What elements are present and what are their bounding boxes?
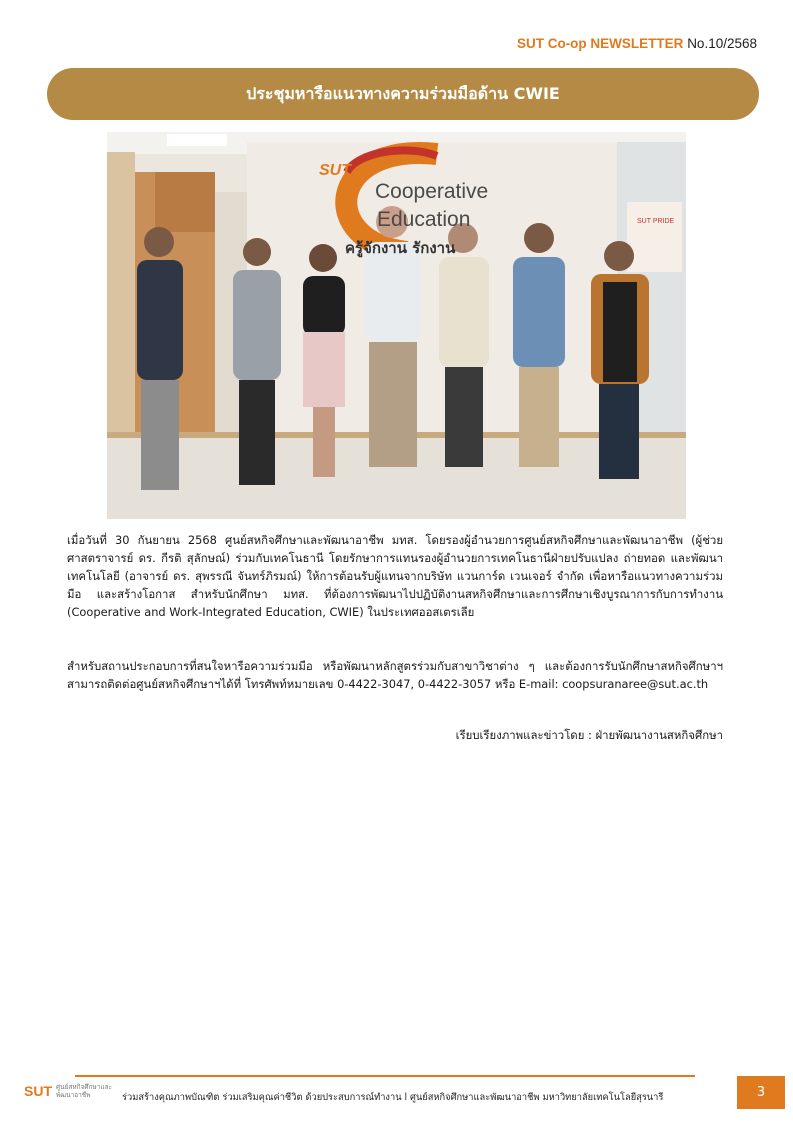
footer-logo-sut: SUT — [24, 1083, 52, 1099]
sign-line-1: Cooperative — [375, 180, 489, 203]
page-number: 3 — [737, 1076, 785, 1109]
article-paragraph-1: เมื่อวันที่ 30 กันยายน 2568 ศูนย์สหกิจศึกษาและพัฒนาอาชีพ มทส. โดยรองผู้อำนวยการศูนย์สหกิจศึกษาและพัฒนาอาชีพ (ผู้ช่วยศาสตราจารย์ ดร. กีรติ สุลักษณ์) ร่วมกับเทคโนธานี โดยรักษาการแทนรองผู้อำนวยการเทคโนธานีฝ่ายปรับแปลง ถ่ายทอด และพัฒนาเทคโนโลยี (อาจารย์ ดร. สุพรรณี จันทร์ภิรมณ์) ให้การต้อนรับผู้แทนจากบริษัท แวนการ์ด เวนเจอร์ จำกัด เพื่อหารือแนวทางความร่วมมือ และสร้างโอกาส สำหรับนักศึกษา มทส. ที่ต้องการพัฒนาไปปฏิบัติงานสหกิจศึกษาและการศึกษาเชิงบูรณาการกับการทำงาน (Cooperative and Work-Integrated Education, CWIE) ในประเทศออสเตรเลีย — [67, 533, 723, 619]
newsletter-header — [517, 36, 757, 51]
footer-logo-org: ศูนย์สหกิจศึกษาและพัฒนาอาชีพ — [56, 1083, 113, 1099]
newsletter-brand: SUT Co-op NEWSLETTER — [516, 36, 684, 51]
sign-logo: SUT — [319, 162, 351, 179]
issue-number: No.10/2568 — [687, 36, 757, 51]
article-title: ประชุมหารือแนวทางความร่วมมือด้าน CWIE — [246, 83, 560, 103]
group-photo — [107, 132, 686, 519]
footer-tagline: ร่วมสร้างคุณภาพบัณฑิต ร่วมเสริมคุณค่าชีวิต ด้วยประสบการณ์ทำงาน l ศูนย์สหกิจศึกษาและพัฒนาอาชีพ มหาวิทยาลัยเทคโนโลยีสุรนารี — [122, 1092, 664, 1103]
footer-divider — [75, 1075, 695, 1077]
footer-logo — [24, 1083, 116, 1099]
sign-line-2: Education — [377, 208, 471, 231]
poster-text: SUT PRIDE — [637, 218, 675, 225]
article-credit: เรียบเรียงภาพและข่าวโดย : ฝ่ายพัฒนางานสหกิจศึกษา — [455, 728, 723, 742]
sign-thai-text: ครู้จักงาน รักงาน — [345, 239, 456, 257]
article-paragraph-2: สำหรับสถานประกอบการที่สนใจหารือความร่วมมือ หรือพัฒนาหลักสูตรร่วมกับสาขาวิชาต่าง ๆ และต้องการรับนักศึกษาสหกิจศึกษาฯ สามารถติดต่อศูนย์สหกิจศึกษาฯได้ที่ โทรศัพท์หมายเลข 0-4422-3047, 0-4422-3057 หรือ E-mail: coopsuranaree@sut.ac.th — [67, 659, 723, 691]
title-banner — [47, 68, 759, 120]
